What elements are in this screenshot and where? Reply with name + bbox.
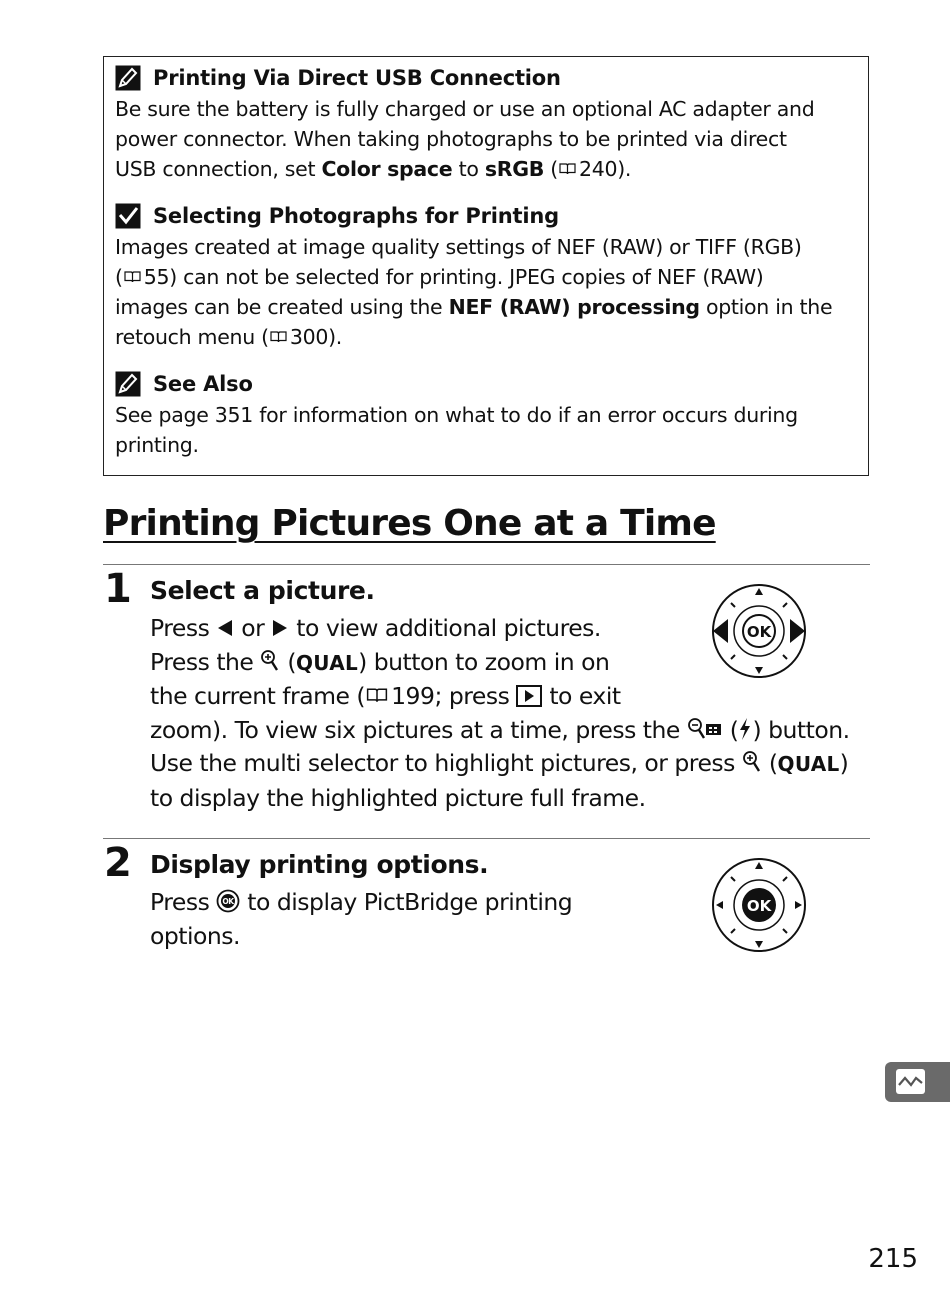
page-ref[interactable]: 199 bbox=[391, 682, 435, 711]
divider bbox=[103, 838, 870, 839]
note-box bbox=[103, 56, 869, 476]
note-usb bbox=[115, 62, 860, 184]
note-title-selecting: Selecting Photographs for Printing bbox=[153, 204, 559, 228]
zoom-in-icon bbox=[742, 750, 762, 774]
section-title: Printing Pictures One at a Time bbox=[103, 503, 716, 544]
note-see-also bbox=[115, 368, 860, 460]
playback-icon bbox=[516, 685, 542, 707]
step-title-2: Display printing options. bbox=[150, 850, 489, 879]
step-number-1: 1 bbox=[104, 566, 132, 612]
step-body-2: Press OK to display PictBridge printing options. bbox=[150, 888, 573, 950]
page-number: 215 bbox=[868, 1244, 918, 1274]
multi-selector-icon bbox=[711, 857, 807, 953]
svg-text:OK: OK bbox=[222, 897, 234, 906]
step-number-2: 2 bbox=[104, 840, 132, 886]
right-arrow-icon bbox=[271, 619, 289, 637]
zoom-in-icon bbox=[260, 649, 280, 673]
note-selecting bbox=[115, 200, 860, 352]
retouch-tab[interactable] bbox=[885, 1062, 950, 1102]
book-reference-icon bbox=[124, 271, 141, 283]
divider bbox=[103, 564, 870, 565]
thumbnail-zoom-out-icon bbox=[687, 717, 723, 741]
note-title-usb: Printing Via Direct USB Connection bbox=[153, 66, 561, 90]
note-title-see-also: See Also bbox=[153, 372, 253, 396]
flash-icon bbox=[738, 717, 752, 741]
page-ref[interactable]: 300 bbox=[289, 325, 329, 349]
qual-label: QUAL bbox=[777, 752, 840, 777]
book-reference-icon bbox=[366, 688, 388, 703]
qual-label: QUAL bbox=[296, 650, 359, 675]
page-ref[interactable]: 240 bbox=[578, 157, 618, 181]
retouch-tab-icon bbox=[896, 1069, 925, 1094]
check-caution-icon bbox=[115, 203, 141, 229]
page-ref[interactable]: 55 bbox=[143, 265, 170, 289]
step-title-1: Select a picture. bbox=[150, 576, 375, 605]
left-arrow-icon bbox=[216, 619, 234, 637]
note-body-see-also: See page 351 for information on what to do if an error occurs during printing. bbox=[115, 403, 798, 457]
note-body-usb: Be sure the battery is fully charged or use an optional AC adapter and power connector. When taking photographs to be printed via direct USB connection, set Color space to sRGB ( 240). bbox=[115, 97, 815, 181]
ok-label: OK bbox=[746, 623, 772, 641]
book-reference-icon bbox=[270, 331, 287, 343]
multi-selector-icon bbox=[711, 583, 807, 679]
pencil-note-icon bbox=[115, 65, 141, 91]
ok-label: OK bbox=[746, 897, 772, 915]
step-body-1: Press or to view additional pictures. Press the (QUAL) button to zoom in on the current frame ( 199; press to exit zoom). To view six pictures at a time, press the ( ) button. Use the multi selector to highlight pictures, or press (QUAL) to display the highlighted picture full frame. bbox=[150, 614, 850, 812]
ok-button-icon bbox=[216, 889, 240, 913]
pencil-note-icon bbox=[115, 371, 141, 397]
book-reference-icon bbox=[559, 163, 576, 175]
note-body-selecting: Images created at image quality settings of NEF (RAW) or TIFF (RGB) ( 55) can not be selected for printing. JPEG copies of NEF (RAW) images can be created using the NEF (RAW) processing option in the retouch menu ( 300). bbox=[115, 235, 833, 349]
